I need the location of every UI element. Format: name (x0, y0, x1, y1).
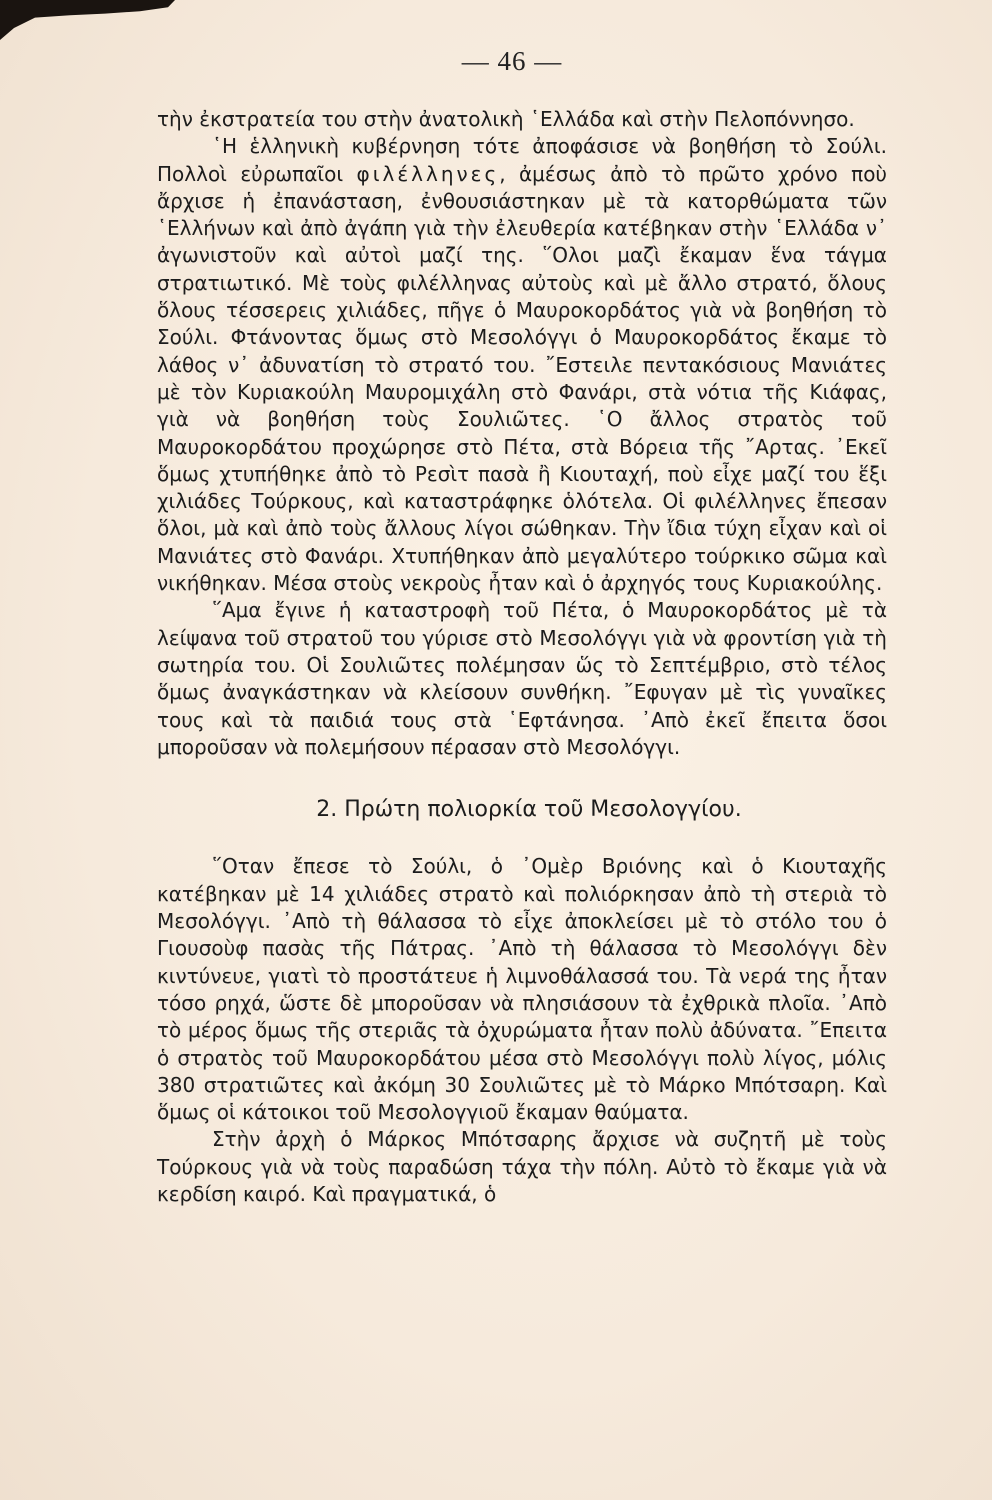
paragraph-siege: ῞Οταν ἔπεσε τὸ Σούλι, ὁ ᾽Ομὲρ Βριόνης καὶ ὁ Κιουταχῆς κατέβηκαν μὲ 14 χιλιάδες στρατὸ καὶ πολιόρκησαν ἀπὸ τὴ στεριὰ τὸ Μεσολόγγι. ᾽Απὸ τὴ θάλασσα τὸ εἶχε ἀποκλείσει μὲ τὸ στόλο του ὁ Γιουσοὺφ πασὰς τῆς Πάτρας. ᾽Απὸ τὴ θάλασσα τὸ Μεσολόγγι δὲν κιντύνευε, γιατὶ τὸ προστάτευε ἡ λιμνοθάλασσά του. Τὰ νερά της ἦταν τόσο ρηχά, ὥστε δὲ μποροῦσαν νὰ πλησιάσουν τὰ ἐχθρικὰ πλοῖα. ᾽Απὸ τὸ μέρος ὅμως τῆς στεριᾶς τὰ ὀχυρώματα ἦταν πολὺ ἀδύνατα. ῎Επειτα ὁ στρατὸς τοῦ Μαυροκορδάτου μέσα στὸ Μεσολόγγι πολὺ λίγος, μόλις 380 στρατιῶτες καὶ ἀκόμη 30 Σουλιῶτες μὲ τὸ Μάρκο Μπότσαρη. Καὶ ὅμως οἱ κάτοικοι τοῦ Μεσολογγιοῦ ἔκαμαν θαύματα. (157, 854, 887, 1125)
body-text (157, 106, 887, 1208)
paragraph-text-start: ῾Η ἑλληνικὴ κυβέρνηση τότε ἀποφάσισε νὰ βοηθήση τὸ Σούλι. Πολλοὶ εὐρωπαῖοι (157, 134, 887, 186)
paragraph-souli-retreat: ῞Αμα ἔγινε ἡ καταστροφὴ τοῦ Πέτα, ὁ Μαυροκορδάτος μὲ τὰ λείψανα τοῦ στρατοῦ του γύρισε στὸ Μεσολόγγι γιὰ νὰ φροντίση γιὰ τὴ σωτηρία του. Οἱ Σουλιῶτες πολέμησαν ὥς τὸ Σεπτέμβριο, στὸ τέλος ὅμως ἀναγκάστηκαν νὰ κλείσουν συνθήκη. ῎Εφυγαν μὲ τὶς γυναῖκες τους καὶ τὰ παιδιά τους στὰ ῾Εφτάνησα. ᾽Απὸ ἐκεῖ ἔπειτα ὅσοι μποροῦσαν νὰ πολεμήσουν πέρασαν στὸ Μεσολόγγι. (157, 598, 887, 759)
page-number: — 46 — (461, 46, 563, 76)
section-heading: 2. Πρώτη πολιορκία τοῦ Μεσολογγίου. (316, 797, 742, 823)
emphasized-word: φιλέλληνες (356, 161, 500, 186)
paragraph-philhellenes (157, 133, 887, 597)
torn-corner (0, 0, 175, 40)
paragraph-botsaris: Στὴν ἀρχὴ ὁ Μάρκος Μπότσαρης ἄρχισε νὰ συζητῆ μὲ τοὺς Τούρκους γιὰ νὰ τοὺς παραδώση τάχα τὴν πόλη. Αὐτὸ τὸ ἔκαμε γιὰ νὰ κερδίση καιρό. Καὶ πραγματικά, ὁ (157, 1127, 887, 1206)
paragraph-continuation: τὴν ἐκστρατεία του στὴν ἀνατολικὴ ῾Ελλάδα καὶ στὴν Πελοπόννησο. (157, 107, 855, 131)
paragraph-text-end: , ἀμέσως ἀπὸ τὸ πρῶτο χρόνο ποὺ ἄρχισε ἡ ἐπανάσταση, ἐνθουσιάστηκαν μὲ τὰ κατορθώματα τῶν ῾Ελλήνων καὶ ἀπὸ ἀγάπη γιὰ τὴν ἐλευθερία κατέβηκαν στὴν ῾Ελλάδα ν᾽ ἀγωνιστοῦν καὶ αὐτοὶ μαζί της. ῞Ολοι μαζὶ ἔκαμαν ἕνα τάγμα στρατιωτικό. Μὲ τοὺς φιλέλληνας αὐτοὺς καὶ μὲ ἄλλο στρατό, ὅλους ὅλους τέσσερεις χιλιάδες, πῆγε ὁ Μαυροκορδάτος γιὰ νὰ βοηθήση τὸ Σούλι. Φτάνοντας ὅμως στὸ Μεσολόγγι ὁ Μαυροκορδάτος ἔκαμε τὸ λάθος ν᾽ ἀδυνατίση τὸ στρατό του. ῎Εστειλε πεντακόσιους Μανιάτες μὲ τὸν Κυριακούλη Μαυρομιχάλη στὸ Φανάρι, στὰ νότια τῆς Κιάφας, γιὰ νὰ βοηθήση τοὺς Σουλιῶτες. ῾Ο ἄλλος στρατὸς τοῦ Μαυροκορδάτου προχώρησε στὸ Πέτα, στὰ Βόρεια τῆς ῎Αρτας. ᾽Εκεῖ ὅμως χτυπήθηκε ἀπὸ τὸ Ρεσὶτ πασὰ ἢ Κιουταχή, ποὺ εἶχε μαζί του ἕξι χιλιάδες Τούρκους, καὶ καταστράφηκε ὁλότελα. Οἱ φιλέλληνες ἔπεσαν ὅλοι, μὰ καὶ ἀπὸ τοὺς ἄλλους λίγοι σώθηκαν. Τὴν ἴδια τύχη εἶχαν καὶ οἱ Μανιάτες στὸ Φανάρι. Χτυπήθηκαν ἀπὸ μεγαλύτερο τούρκικο σῶμα καὶ νικήθηκαν. Μέσα στοὺς νεκροὺς ἦταν καὶ ὁ ἀρχηγός τους Κυριακούλης. (157, 161, 887, 596)
